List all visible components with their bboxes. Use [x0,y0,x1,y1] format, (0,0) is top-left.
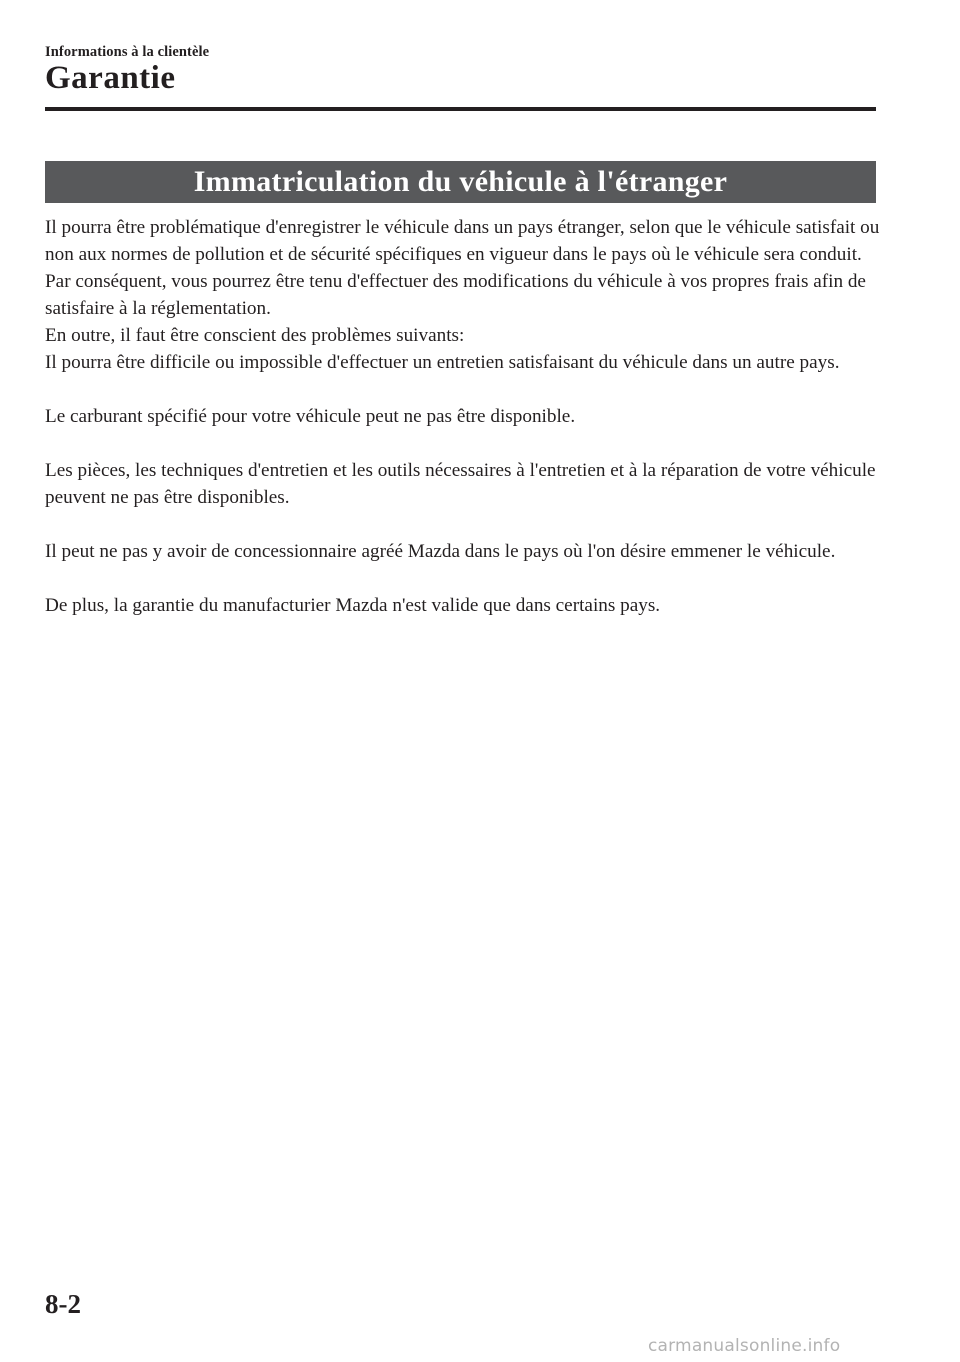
paragraph-parts: Les pièces, les techniques d'entretien et les outils nécessaires à l'entretien et à la réparation de votre véhicule peuvent ne pas être disponibles. [45,460,876,508]
paragraph-intro-problems: En outre, il faut être conscient des problèmes suivants: [45,325,465,346]
paragraph-dealer: Il peut ne pas y avoir de concessionnaire agréé Mazda dans le pays où l'on désire emmener le véhicule. [45,541,836,562]
topic-title: Immatriculation du véhicule à l'étranger [193,165,728,198]
paragraph-fuel: Le carburant spécifié pour votre véhicule peut ne pas être disponible. [45,406,576,427]
body-text [45,214,885,619]
header-rule [45,107,876,111]
chapter-title: Garantie [45,60,176,96]
paragraph-maintenance: Il pourra être difficile ou impossible d'effectuer un entretien satisfaisant du véhicule dans un autre pays. [45,352,840,373]
paragraph-registration: Il pourra être problématique d'enregistrer le véhicule dans un pays étranger, selon que le véhicule satisfait ou non aux normes de pollution et de sécurité spécifiques en vigueur dans le pays où le véhicule sera conduit. Par conséquent, vous pourrez être tenu d'effectuer des modifications du véhicule à vos propres frais afin de satisfaire à la réglementation. [45,217,880,319]
paragraph-warranty: De plus, la garantie du manufacturier Mazda n'est valide que dans certains pays. [45,595,661,616]
page-number: 8-2 [45,1289,81,1319]
section-label: Informations à la clientèle [45,44,210,60]
watermark-link[interactable]: carmanualsonline.info [648,1336,841,1356]
topic-banner [45,161,876,203]
